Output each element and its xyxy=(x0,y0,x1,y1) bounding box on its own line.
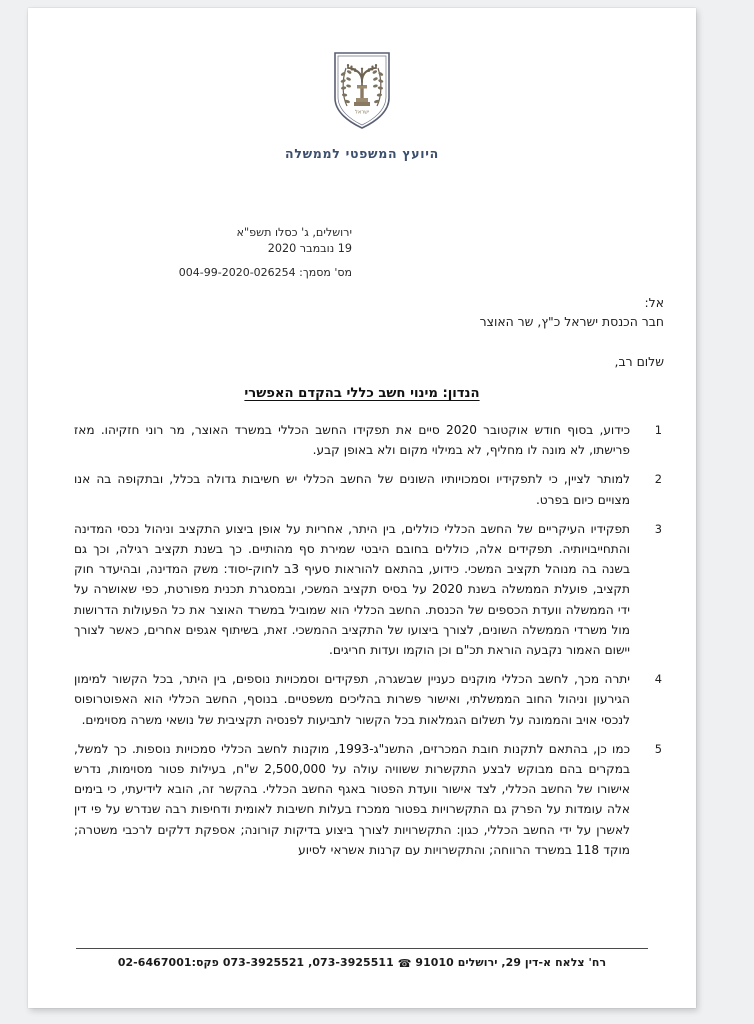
document-body xyxy=(74,420,662,869)
paragraph-text: תפקידיו העיקריים של החשב הכללי כוללים, בין היתר, אחריות על אופן ביצוע התקציב וניהול נכסי המדינה והתחייבויותיה. תפקידים אלה, כוללים בחובם היבטי שמירת סף מהותיים. כך בשנת תקציב רגילה, וכך גם בשנה בה מנוהל תקציב המשכי. כידוע, בהתאם להוראות סעיף 3ב לחוק-יסוד: משק המדינה, ובהיעדר חוק תקציב, פועלת הממשלה בשנת 2020 על בסיס תקציב המשכי, ובמסגרת תכנית מפורטת, כפי שאושרה על ידי הממשלה וועדת הכספים של הכנסת. החשב הכללי הוא שמוביל במשרד האוצר את כל הפעולות הדרושות מול משרדי הממשלה השונים, לצורך ביצועו של התקציב ההמשכי. זאת, בשיתוף אגפים אחרים, כאשר לצורך יישום האמור נקבעה הוראת תכ"ם וכן הוקמו ועדות חריגים. xyxy=(74,521,631,658)
footer-fax-number: 02-6467001 xyxy=(117,956,192,969)
paragraph-text: למותר לציין, כי לתפקידיו וסמכויותיו השונים של החשב הכללי יש חשיבות גדולה בכלל, ובתקופה בה אנו מצויים כיום בפרט. xyxy=(74,472,630,507)
addressee-block xyxy=(480,293,664,331)
subject-text: הנדון: מינוי חשב כללי בהקדם האפשרי xyxy=(244,386,480,401)
paragraph-number: 5 xyxy=(654,741,662,756)
paragraph-number: 3 xyxy=(654,521,662,536)
document-number-value: 004-99-2020-026254 xyxy=(178,266,296,279)
subject-line xyxy=(28,386,696,401)
numbered-paragraph xyxy=(74,420,662,460)
numbered-paragraph xyxy=(74,519,662,660)
greeting-line: שלום רב, xyxy=(614,354,664,369)
footer-phone-separator: , xyxy=(308,956,313,969)
addressee-to-label: אל: xyxy=(644,295,664,310)
gregorian-date: 19 נובמבר 2020 xyxy=(267,241,352,255)
paragraph-number: 2 xyxy=(654,472,662,487)
svg-text:ישראל: ישראל xyxy=(354,109,370,116)
paragraph-number: 4 xyxy=(654,672,662,687)
letterhead-emblem-area xyxy=(28,50,696,134)
footer-contact-line xyxy=(76,956,648,970)
letterhead-title: היועץ המשפטי לממשלה xyxy=(285,146,439,161)
numbered-paragraph xyxy=(74,469,662,509)
document-number-line xyxy=(179,265,352,281)
date-block xyxy=(179,225,352,281)
paragraph-number: 1 xyxy=(654,423,662,437)
document-number-label: מס' מסמך: xyxy=(299,266,352,279)
document-footer xyxy=(76,948,648,970)
footer-divider xyxy=(76,948,648,949)
footer-address: רח' צלאח א-דין 29, ירושלים 91010 xyxy=(415,956,607,969)
addressee-recipient: חבר הכנסת ישראל כ"ץ, שר האוצר xyxy=(479,314,664,329)
numbered-paragraph xyxy=(74,669,662,730)
document-page-container xyxy=(28,8,696,1008)
hebrew-date: ירושלים, ג' כסלו תשפ"א xyxy=(236,226,352,239)
israel-state-emblem-icon xyxy=(331,50,393,130)
footer-phone-secondary: 073-3925521 xyxy=(222,956,305,969)
document-page xyxy=(28,8,696,1008)
footer-fax-label: פקס: xyxy=(191,956,219,969)
footer-phone-primary: 073-3925511 xyxy=(312,956,394,969)
telephone-icon: ☎ xyxy=(397,957,412,970)
paragraph-text: יתרה מכך, לחשב הכללי מוקנים כעניין שבשגרה, תפקידים וסמכויות נוספים, בין היתר, בכל הקשור למימון הגירעון וניהול החוב הממשלתי, ואישור פשרות בהליכים משפטיים. בנוסף, החשב הכללי הוא האפוטרופוס לנכסי אויב והממונה על תשלום הגמלאות בכל הקשור לתביעות לפנסיה תקציבית של נושאי משרה מסוימים. xyxy=(74,672,630,727)
paragraph-text: כידוע, בסוף חודש אוקטובר 2020 סיים את תפקידו החשב הכללי במשרד האוצר, מר רוני חזקיהו. מאז פרישתו, לא מונה לו מחליף, לא במילוי מקום ולא באופן קבע. xyxy=(74,423,630,458)
paragraph-text: כמו כן, בהתאם לתקנות חובת המכרזים, התשנ"ג-1993, מוקנות לחשב הכללי סמכויות נוספות. כך למשל, במקרים בהם מבוקש לבצע התקשרות ששוויה עולה על 2,500,000 ש"ח, בעילות פטור מסוימות, נדרש אישורו של החשב הכללי, לצד אישור וועדת הפטור באגף החשב הכללי. בהקשר זה, הובא לידיעתי, כי בימים אלה עומדות על הפרק גם התקשרויות בפטור ממכרז בעלות חשיבות לאומית ודחיפות רבה שנדרש על פי דין לאשרן על ידי החשב הכללי, כגון: התקשרויות לצורך ביצוע בדיקות קורונה; אספקת דלקים לרכבי משטרה; מוקד 118 במשרד הרווחה; והתקשרויות עם קרנות אשראי לסיוע xyxy=(74,741,630,857)
numbered-paragraph xyxy=(74,739,662,860)
